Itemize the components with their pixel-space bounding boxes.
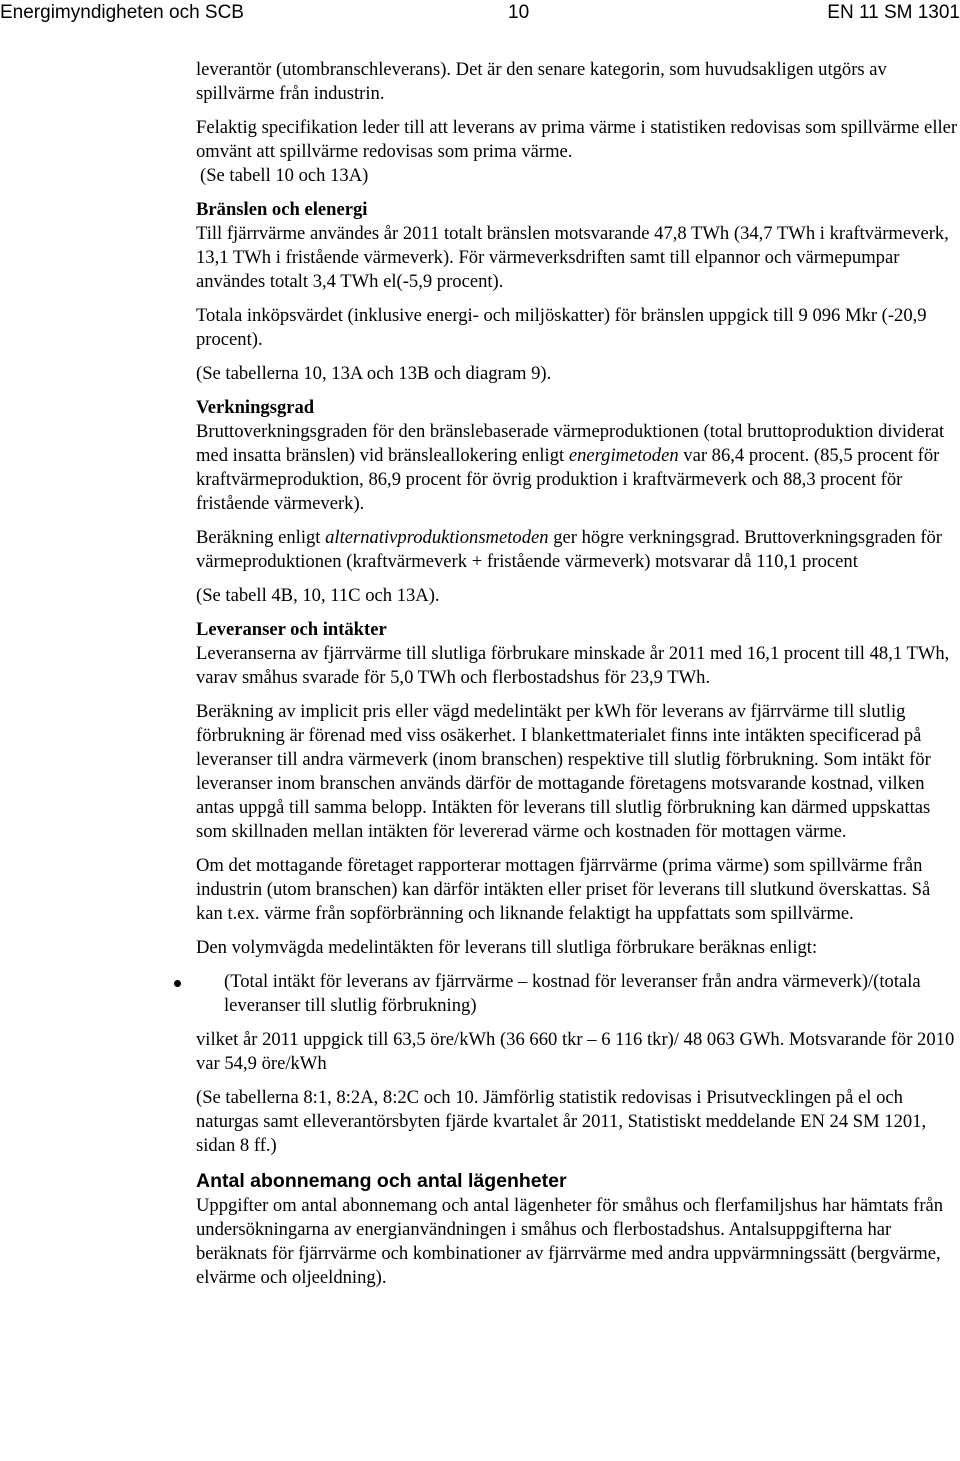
paragraph-deliveries: Leveranserna av fjärrvärme till slutliga förbrukare minskade år 2011 med 16,1 procent till 48,1 TWh, varav småhus svarade för 5,0 TWh och flerbostadshus för 23,9 TWh. (196, 643, 950, 688)
heading-subscriptions: Antal abonnemang och antal lägenheter (196, 1170, 567, 1192)
formula-text: (Total intäkt för leverans av fjärrvärme – kostnad för leveranser från andra värmeverk)/(totala leveranser till slutlig förbrukning) (224, 971, 921, 1016)
table-reference: (Se tabellerna 8:1, 8:2A, 8:2C och 10. Jämförlig statistik redovisas i Prisutvecklingen på el och naturgas samt elleverantörsbyten fjärde kvartalet år 2011, Statistiskt meddelande EN 24 SM 1201, sidan 8 ff.) (196, 1087, 927, 1156)
paragraph-formula-intro: Den volymvägda medelintäkten för leverans till slutliga förbrukare beräknas enligt: (196, 937, 818, 958)
paragraph-implicit-price: Beräkning av implicit pris eller vägd medelintäkt per kWh för leverans av fjärrvärme till slutlig förbrukning är förenad med viss osäkerhet. I blankettmaterialet finns inte intäkten specificerad på leveranser till andra värmeverk (inom branschen) respektive till slutlig förbrukning. Som intäkt för leveranser inom branschen används därför de mottagande företagens motsvarande kostnad, vilken antas uppgå till samma belopp. Intäkten för leverans till slutlig förbrukning kan därmed uppskattas som skillnaden mellan intäkten för levererad värme och kostnaden för mottagen värme. (196, 701, 931, 842)
heading-fuels: Bränslen och elenergi (196, 199, 368, 220)
paragraph-fuel-cost: Totala inköpsvärdet (inklusive energi- och miljöskatter) för bränslen uppgick till 9 096 Mkr (-20,9 procent). (196, 305, 927, 350)
paragraph-efficiency-alternative-method: Beräkning enligt alternativproduktionsmetoden ger högre verkningsgrad. Bruttoverkningsgraden för värmeproduktionen (kraftvärmeverk + fristående värmeverk) motsvarar då 110,1 procent (196, 527, 943, 572)
paragraph-subscriptions: Uppgifter om antal abonnemang och antal lägenheter för småhus och flerfamiljshus har hämtats från undersökningarna av energianvändningen i småhus och flerbostadshus. Antalsuppgifterna har beräknats för fjärrvärme och kombinationer av fjärrvärme med andra uppvärmningssätt (bergvärme, elvärme och oljeeldning). (196, 1195, 944, 1288)
header-publisher: Energimyndigheten och SCB (0, 2, 244, 23)
table-reference: (Se tabell 4B, 10, 11C och 13A). (196, 585, 440, 606)
paragraph-overestimation: Om det mottagande företaget rapporterar mottagen fjärrvärme (prima värme) som spillvärme från industrin (utom branschen) kan därför intäkten eller priset för leverans till slutkund överskattas. Så kan t.ex. värme från sopförbränning och liknande felaktigt ha uppfattats som spillvärme. (196, 855, 931, 924)
document-body (196, 58, 958, 1300)
paragraph-efficiency-energy-method: Bruttoverkningsgraden för den bränslebaserade värmeproduktionen (total bruttoproduktion dividerat med insatta bränslen) vid bränsleallokering enligt energimetoden var 86,4 procent. (85,5 procent för kraftvärmeproduktion, 86,9 procent för övrig produktion i kraftvärmeverk och 88,3 procent för fristående värmeverk). (196, 421, 945, 514)
formula-bullet (196, 970, 958, 1018)
heading-efficiency: Verkningsgrad (196, 397, 315, 418)
report-code: EN 11 SM 1301 (827, 2, 960, 23)
method-term: energimetoden (568, 445, 679, 466)
paragraph-fuel-use: Till fjärrvärme användes år 2011 totalt bränslen motsvarande 47,8 TWh (34,7 TWh i kraftvärmeverk, 13,1 TWh i fristående värmeverk). För värmeverksdriften samt till elpannor och värmepumpar användes totalt 3,4 TWh el(-5,9 procent). (196, 223, 949, 292)
heading-deliveries: Leveranser och intäkter (196, 619, 387, 640)
bullet-icon (174, 980, 181, 987)
method-term: alternativproduktionsmetoden (325, 527, 549, 548)
page-header (0, 0, 960, 26)
paragraph-average-revenue: vilket år 2011 uppgick till 63,5 öre/kWh (36 660 tkr – 6 116 tkr)/ 48 063 GWh. Motsvarande för 2010 var 54,9 öre/kWh (196, 1029, 955, 1074)
table-reference: (Se tabellerna 10, 13A och 13B och diagram 9). (196, 363, 552, 384)
table-reference: (Se tabell 10 och 13A) (200, 165, 369, 186)
paragraph-misspecification: Felaktig specifikation leder till att leverans av prima värme i statistiken redovisas som spillvärme eller omvänt att spillvärme redovisas som prima värme. (196, 117, 958, 162)
page-number: 10 (508, 2, 530, 23)
paragraph-spillover-origin: leverantör (utombranschleverans). Det är den senare kategorin, som huvudsakligen utgörs av spillvärme från industrin. (196, 59, 887, 104)
